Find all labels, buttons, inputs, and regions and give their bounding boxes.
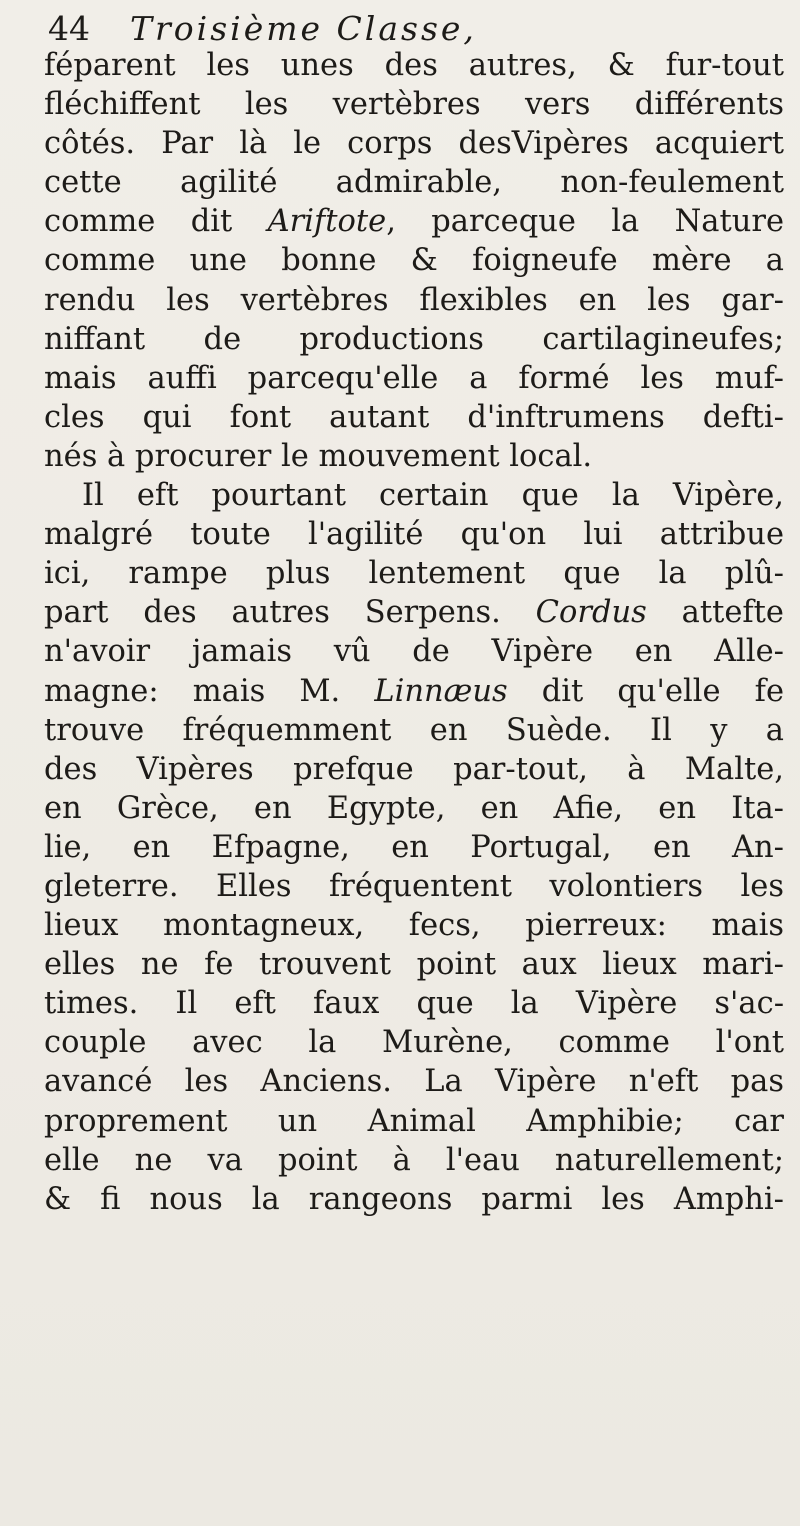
text-line (44, 359, 784, 398)
blank-page-bottom (0, 1120, 800, 1526)
line-text: niffant de productions cartilagineufes; (44, 321, 784, 357)
text-line (44, 476, 784, 515)
text-line (44, 398, 784, 437)
line-text: & fi nous la rangeons parmi les Amphi- (44, 1181, 784, 1217)
line-text: rendu les vertèbres flexibles en les gar- (44, 282, 784, 318)
line-text: n'avoir jamais vû de Vipère en Alle- (44, 634, 784, 670)
italic-name: Cordus (535, 595, 647, 631)
text-line (44, 437, 784, 476)
text-line (44, 867, 784, 906)
text-line (44, 124, 784, 163)
text-line (44, 46, 784, 85)
line-text: cette agilité admirable, non-feulement (44, 165, 784, 201)
line-text: proprement un Animal Amphibie; car (44, 1103, 784, 1139)
line-text: Il eft pourtant certain que la Vipère, (82, 478, 784, 514)
italic-name: Linnæus (374, 673, 508, 709)
text-line (44, 906, 784, 945)
text-line (44, 750, 784, 789)
line-text: cles qui font autant d'inftrumens defti- (44, 399, 784, 435)
line-text: avancé les Anciens. La Vipère n'eft pas (44, 1064, 784, 1100)
line-text: lieux montagneux, fecs, pierreux: mais (44, 908, 784, 944)
line-text: ici, rampe plus lentement que la plû- (44, 556, 784, 592)
line-text: en Grèce, en Egypte, en Afie, en Ita- (44, 790, 784, 826)
line-text: comme dit (44, 204, 268, 240)
line-text-end: dit qu'elle fe (507, 673, 785, 709)
line-text: part des autres Serpens. (44, 595, 536, 631)
line-text: times. Il eft faux que la Vipère s'ac- (44, 986, 784, 1022)
line-text: fléchiffent les vertèbres vers différents (44, 87, 784, 123)
text-line (44, 85, 784, 124)
running-head (48, 8, 477, 50)
line-text: trouve fréquemment en Suède. Il y a (44, 712, 784, 748)
text-line (44, 828, 784, 867)
text-line (44, 320, 784, 359)
text-line (44, 789, 784, 828)
text-line (44, 241, 784, 280)
text-line (44, 632, 784, 671)
line-text-end: , parceque la Nature (386, 204, 784, 240)
line-text: mais auffi parcequ'elle a formé les muf- (44, 360, 784, 396)
text-line (44, 163, 784, 202)
line-text: côtés. Par là le corps desVipères acquiert (44, 126, 784, 162)
text-line (44, 1023, 784, 1062)
line-text: comme une bonne & foigneufe mère a (44, 243, 784, 279)
body-text (44, 46, 784, 1219)
line-text: lie, en Efpagne, en Portugal, en An- (44, 829, 784, 865)
text-line (44, 202, 784, 241)
line-text: elle ne va point à l'eau naturellement; (44, 1142, 784, 1178)
text-line (44, 672, 784, 711)
text-line (44, 515, 784, 554)
italic-name: Ariftote (267, 204, 387, 240)
text-line (44, 711, 784, 750)
line-text: couple avec la Murène, comme l'ont (44, 1025, 784, 1061)
line-text: gleterre. Elles fréquentent volontiers les (44, 868, 784, 904)
text-line (44, 593, 784, 632)
line-text: magne: mais M. (44, 673, 375, 709)
line-text-end: attefte (646, 595, 784, 631)
page-number: 44 (48, 9, 90, 48)
running-head-title: Troisième Classe, (130, 9, 477, 48)
text-line (44, 554, 784, 593)
text-line (44, 945, 784, 984)
line-text: nés à procurer le mouvement local. (44, 438, 593, 474)
text-line (44, 984, 784, 1023)
line-text: féparent les unes des autres, & fur-tout (44, 48, 784, 83)
text-line (44, 281, 784, 320)
line-text: malgré toute l'agilité qu'on lui attribue (44, 517, 784, 553)
line-text: des Vipères prefque par-tout, à Malte, (44, 751, 784, 787)
text-line (44, 1062, 784, 1101)
line-text: elles ne fe trouvent point aux lieux mari- (44, 947, 784, 983)
